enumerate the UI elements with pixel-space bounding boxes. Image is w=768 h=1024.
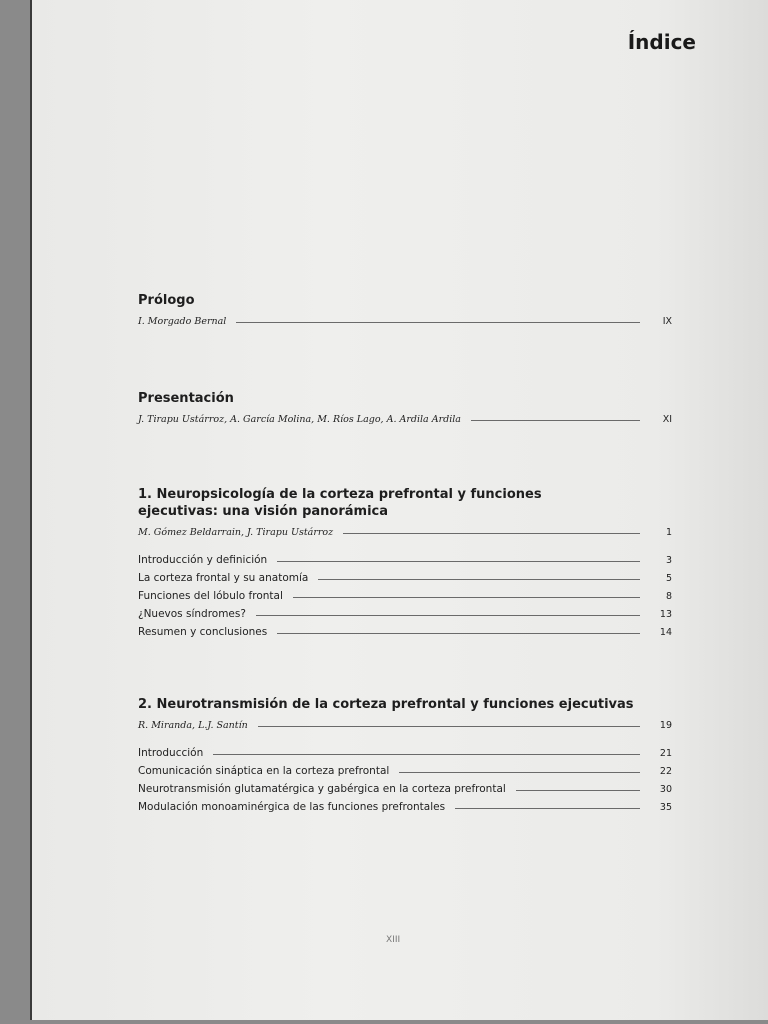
author-names: J. Tirapu Ustárroz, A. García Molina, M. Ríos Lago, A. Ardila Ardila	[138, 414, 461, 425]
section-prologo	[138, 292, 672, 327]
section-chapter-2	[138, 696, 672, 813]
book-page	[30, 0, 768, 1020]
page-number: XI	[662, 414, 672, 425]
dot-leader	[277, 560, 640, 562]
author-line[interactable]	[138, 520, 672, 538]
author-names: M. Gómez Beldarrain, J. Tirapu Ustárroz	[138, 527, 334, 538]
section-presentacion	[138, 390, 672, 425]
author-names: R. Miranda, L.J. Santín	[138, 720, 248, 731]
page-number: 19	[659, 720, 672, 731]
toc-entry[interactable]	[138, 584, 672, 602]
section-title: 1. Neuropsicología de la corteza prefrontal y funciones ejecutivas: una visión panorámica	[138, 487, 542, 519]
entry-title: Neurotransmisión glutamatérgica y gabérgica en la corteza prefrontal	[138, 783, 506, 795]
toc-entry[interactable]	[138, 602, 672, 620]
author-line[interactable]	[138, 309, 672, 327]
toc-entry[interactable]	[138, 795, 672, 813]
toc-entry[interactable]	[138, 777, 672, 795]
page-folio: XIII	[386, 935, 401, 945]
author-line[interactable]	[138, 407, 672, 425]
toc-entry[interactable]	[138, 566, 672, 584]
dot-leader	[471, 419, 640, 421]
dot-leader	[258, 725, 640, 727]
dot-leader	[343, 532, 640, 534]
section-title: Prólogo	[138, 293, 195, 308]
toc-entry[interactable]	[138, 741, 672, 759]
entry-title: Resumen y conclusiones	[138, 626, 268, 638]
entry-title: Modulación monoaminérgica de las funciones prefrontales	[138, 801, 446, 813]
entry-title: Funciones del lóbulo frontal	[138, 590, 283, 602]
toc-entry[interactable]	[138, 759, 672, 777]
entry-title: La corteza frontal y su anatomía	[138, 572, 309, 584]
page-number: IX	[662, 316, 672, 327]
dot-leader	[455, 807, 640, 809]
toc-entry[interactable]	[138, 548, 672, 566]
entry-title: ¿Nuevos síndromes?	[138, 608, 246, 620]
dot-leader	[213, 753, 640, 755]
section-title: Presentación	[138, 391, 234, 406]
page-number: 13	[659, 609, 672, 620]
dot-leader	[516, 789, 640, 791]
section-chapter-1	[138, 486, 672, 638]
section-title: 2. Neurotransmisión de la corteza prefrontal y funciones ejecutivas	[138, 697, 634, 712]
page-number: 30	[659, 784, 672, 795]
dot-leader	[399, 771, 640, 773]
page-number: 22	[659, 766, 672, 777]
dot-leader	[293, 596, 640, 598]
entry-title: Comunicación sináptica en la corteza prefrontal	[138, 765, 390, 777]
page-number: 14	[659, 627, 672, 638]
dot-leader	[318, 578, 640, 580]
toc-entry[interactable]	[138, 620, 672, 638]
dot-leader	[277, 632, 640, 634]
page-number: 35	[659, 802, 672, 813]
entry-title: Introducción	[138, 747, 204, 759]
page-number: 8	[665, 591, 672, 602]
page-number: 3	[665, 555, 672, 566]
page-number: 1	[665, 527, 672, 538]
author-names: I. Morgado Bernal	[138, 316, 227, 327]
page-title: Índice	[627, 30, 696, 54]
dot-leader	[236, 321, 640, 323]
dot-leader	[256, 614, 640, 616]
page-number: 21	[659, 748, 672, 759]
author-line[interactable]	[138, 713, 672, 731]
entry-title: Introducción y definición	[138, 554, 268, 566]
page-number: 5	[665, 573, 672, 584]
